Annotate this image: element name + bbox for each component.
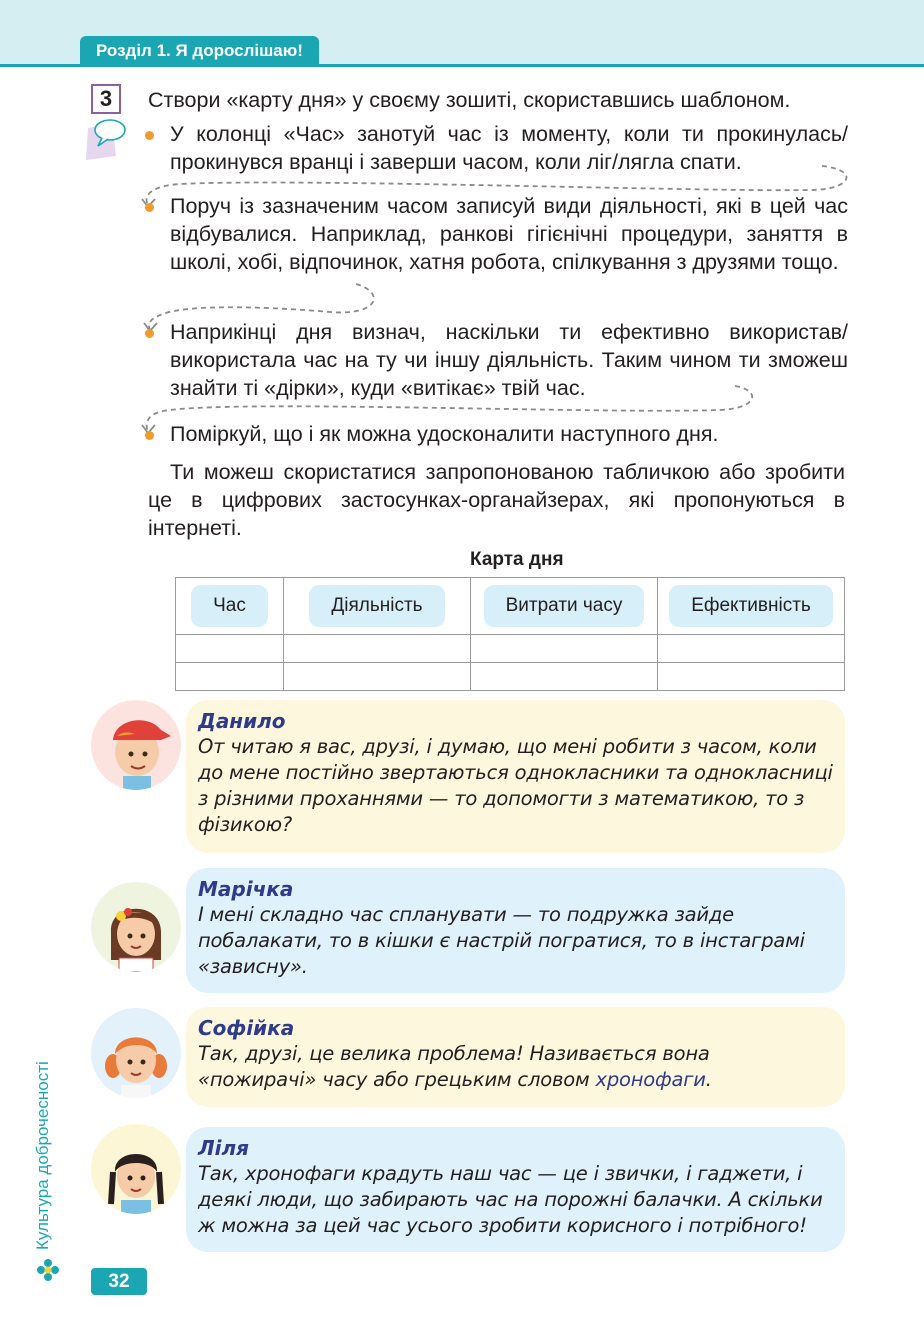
table-header-cell [176, 578, 284, 635]
bullet-dot [145, 329, 154, 338]
list-item [148, 318, 848, 402]
list-item [148, 192, 848, 276]
table-row [176, 663, 845, 691]
bullet-text: Поруч із зазначеним часом записуй види діяльності, які в цей час відбувалися. Наприклад, ранкові гігієнічні процедури, заняття в школі, хобі, відпочинок, хатня робота, спілкування з друзями тощо. [170, 194, 848, 274]
table-title: Карта дня [470, 549, 564, 570]
table-cell [176, 663, 284, 691]
dialogue-bubble [186, 1127, 845, 1252]
avatar-girl-sofia [91, 1008, 181, 1098]
bullet-dot [145, 203, 154, 212]
column-header: Час [191, 585, 268, 627]
table-header-cell [658, 578, 845, 635]
page-number: 32 [91, 1268, 147, 1295]
bullet-dot [145, 431, 154, 440]
bullet-text: Поміркуй, що і як можна удосконалити наступного дня. [170, 422, 719, 446]
speaker-text: І мені складно час спланувати — то подружка зайде побалакати, то в кішки є настрій погратися, то в інстаграмі «зависну». [198, 903, 805, 978]
table-cell [658, 663, 845, 691]
speaker-name: Марічка [198, 877, 294, 901]
dialogue-bubble [186, 700, 845, 853]
table-header-cell [284, 578, 471, 635]
bullet-text: Наприкінці дня визнач, наскільки ти ефективно використав/використала час на ту чи іншу діяльність. Таким чином ти зможеш знайти ті «дірки», куди «витікає» твій час. [170, 320, 848, 400]
avatar-girl-maria [91, 882, 181, 972]
avatar-girl-lilia [91, 1124, 181, 1214]
table-cell [471, 663, 658, 691]
avatar-boy [91, 700, 181, 790]
side-title: Культура доброчесності [33, 1061, 52, 1250]
table-cell [658, 635, 845, 663]
table-header-row [176, 578, 845, 635]
table-cell [284, 663, 471, 691]
speaker-text: От читаю я вас, друзі, і думаю, що мені робити з часом, коли до мене постійно звертаються однокласники та однокласниці з різними проханнями — то допомогти з математикою, то з фізикою? [198, 735, 833, 836]
dialogue-bubble [186, 868, 845, 993]
table-cell [284, 635, 471, 663]
section-title: Розділ 1. Я дорослішаю! [80, 36, 319, 66]
bullet-dot [145, 131, 154, 140]
list-item [148, 420, 848, 448]
task-number: 3 [91, 84, 121, 114]
speech-bubble-icon [82, 116, 130, 164]
table-header-cell [471, 578, 658, 635]
speaker-text-end: . [705, 1068, 712, 1091]
speaker-name: Данило [198, 709, 286, 733]
table-cell [176, 635, 284, 663]
column-header: Витрати часу [484, 585, 645, 627]
speaker-text: Так, хронофаги крадуть наш час — це і звички, і гаджети, і деякі люди, що забирають час на порожні балачки. А скільки ж можна за цей час усього зробити корисного і потрібного! [198, 1162, 823, 1237]
dialogue-bubble [186, 1007, 845, 1107]
task-intro: Створи «карту дня» у своєму зошиті, скориставшись шаблоном. [148, 88, 791, 112]
speaker-name: Ліля [198, 1136, 249, 1160]
flower-icon [36, 1258, 60, 1282]
list-item [148, 120, 848, 176]
speaker-text [198, 1041, 833, 1093]
day-map-table [175, 577, 845, 691]
speaker-text-part: Так, друзі, це велика проблема! Називається вона «пожирачі» часу або грецьким словом [198, 1042, 710, 1091]
highlighted-term: хронофаги [595, 1068, 706, 1091]
table-cell [471, 635, 658, 663]
table-row [176, 635, 845, 663]
column-header: Діяльність [309, 585, 444, 627]
bullet-text: У колонці «Час» занотуй час із моменту, коли ти прокинулась/прокинувся вранці і заверши часом, коли ліг/лягла спати. [170, 122, 848, 174]
column-header: Ефективність [669, 585, 833, 627]
speaker-name: Софійка [198, 1016, 295, 1040]
task-paragraph: Ти можеш скористатися запропонованою табличкою або зробити це в цифрових застосунках-органайзерах, які пропонуються в інтернеті. [148, 460, 845, 540]
